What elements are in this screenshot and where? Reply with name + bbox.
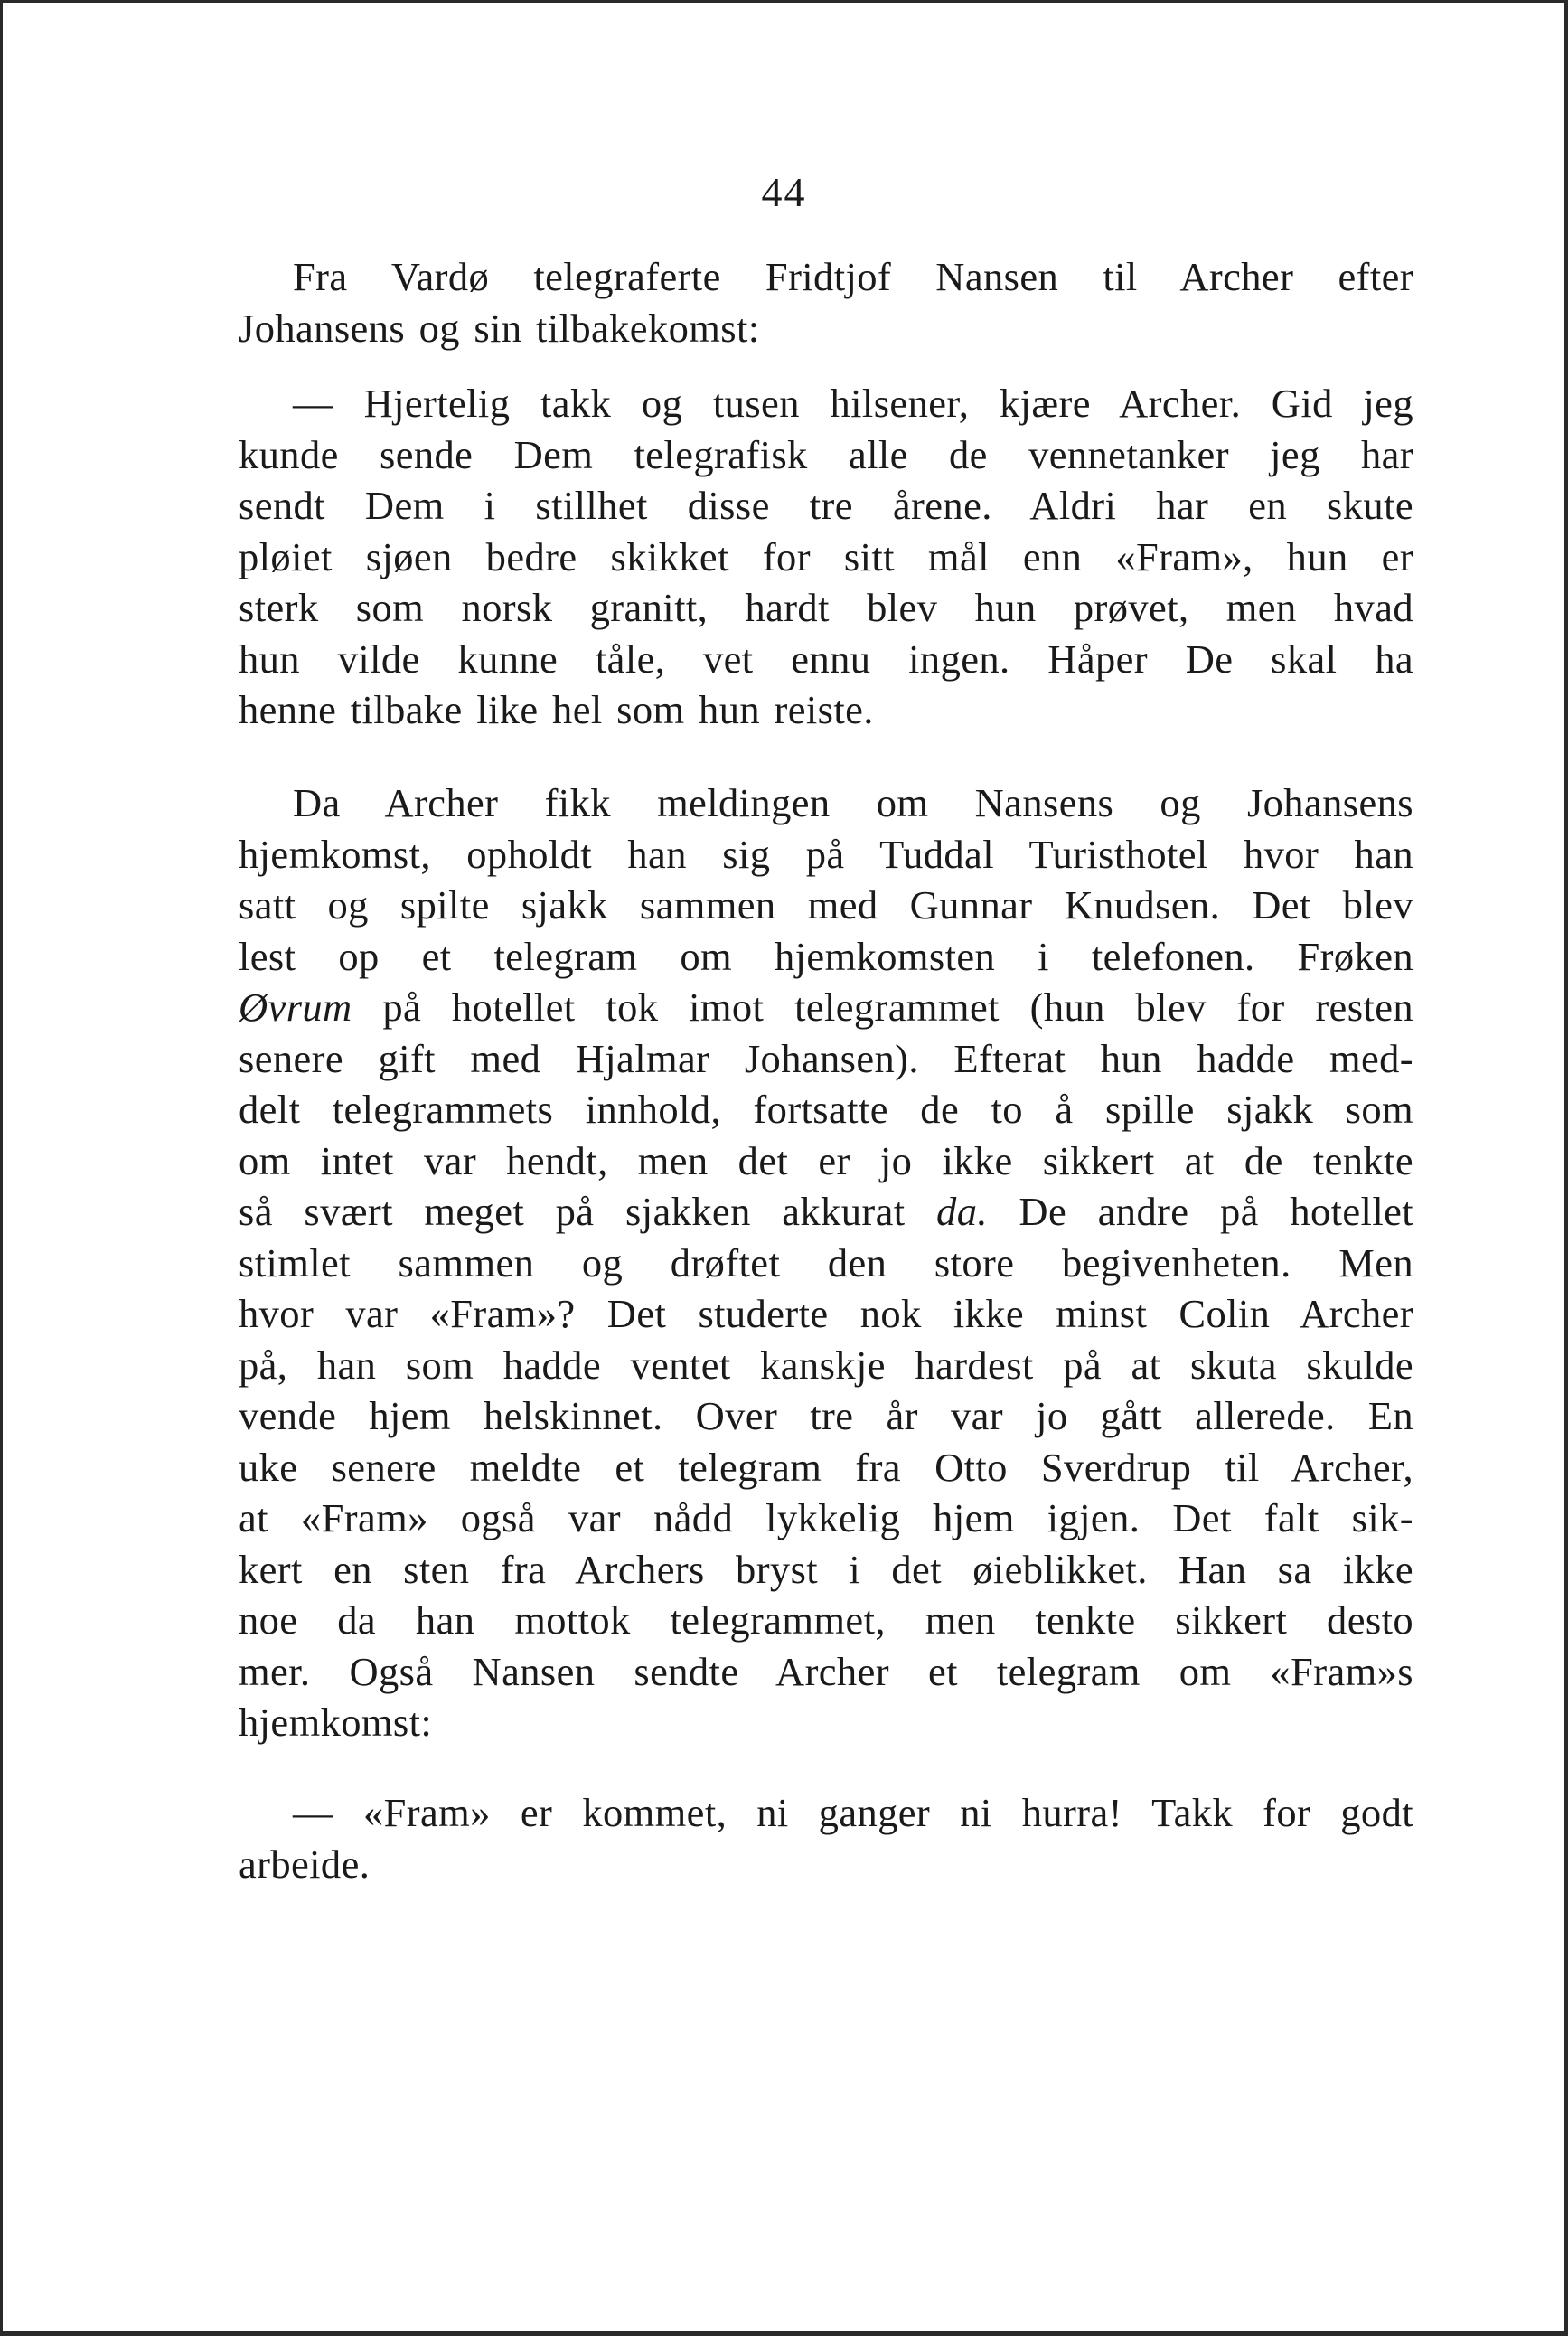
text-line: stimlet sammen og drøftet den store begivenheten. Men	[239, 1239, 1413, 1286]
text-line: delt telegrammets innhold, fortsatte de to å spille sjakk som	[239, 1087, 1413, 1132]
text-line: at «Fram» også var nådd lykkelig hjem igjen. Det falt sik-	[239, 1495, 1413, 1540]
italic-word: da.	[936, 1189, 988, 1234]
text-line: pløiet sjøen bedre skikket for sitt mål enn «Fram», hun er	[239, 533, 1413, 579]
text-line: uke senere meldte et telegram fra Otto Sverdrup til Archer,	[239, 1444, 1413, 1490]
text-line	[239, 982, 1413, 1033]
text-line: lest op et telegram om hjemkomsten i telefonen. Frøken	[239, 933, 1413, 979]
text-line: hun vilde kunne tåle, vet ennu ingen. Håper De skal ha	[239, 636, 1413, 682]
text-line: Fra Vardø telegraferte Fridtjof Nansen til Archer efter	[293, 254, 1413, 299]
text-line: senere gift med Hjalmar Johansen). Efterat hun hadde med-	[239, 1035, 1413, 1081]
text-line: på, han som hadde ventet kanskje hardest på at skuta skulde	[239, 1342, 1413, 1388]
text-line: Johansens og sin tilbakekomst:	[239, 305, 760, 351]
italic-name: Øvrum	[239, 984, 352, 1030]
text-line: satt og spilte sjakk sammen med Gunnar Knudsen. Det blev	[239, 882, 1413, 928]
text-line: om intet var hendt, men det er jo ikke sikkert at de tenkte	[239, 1137, 1413, 1183]
text-line: Da Archer fikk meldingen om Nansens og Johansens	[293, 780, 1413, 825]
text-fragment: De andre på hotellet	[987, 1189, 1413, 1234]
text-line: henne tilbake like hel som hun reiste.	[239, 687, 874, 732]
page-number: 44	[761, 169, 807, 215]
paragraph	[239, 1787, 1413, 1889]
paragraph	[239, 378, 1413, 736]
paragraph	[239, 777, 1413, 1748]
text-line: hjemkomst:	[239, 1700, 433, 1745]
text-fragment: så svært meget på sjakken akkurat	[239, 1189, 937, 1234]
text-line: hvor var «Fram»? Det studerte nok ikke minst Colin Archer	[239, 1291, 1413, 1336]
text-line: vende hjem helskinnet. Over tre år var jo gått allerede. En	[239, 1393, 1413, 1438]
text-line: sterk som norsk granitt, hardt blev hun prøvet, men hvad	[239, 585, 1413, 630]
text-line: sendt Dem i stillhet disse tre årene. Aldri har en skute	[239, 483, 1413, 528]
text-line: — Hjertelig takk og tusen hilsener, kjære Archer. Gid jeg	[293, 381, 1413, 426]
paragraph	[239, 251, 1413, 353]
text-line	[239, 1186, 1413, 1238]
text-line: mer. Også Nansen sendte Archer et telegram om «Fram»s	[239, 1648, 1413, 1694]
text-line: arbeide.	[239, 1841, 371, 1887]
text-line: kert en sten fra Archers bryst i det øieblikket. Han sa ikke	[239, 1546, 1413, 1592]
text-line: noe da han mottok telegrammet, men tenkte sikkert desto	[239, 1597, 1413, 1643]
text-line: hjemkomst, opholdt han sig på Tuddal Turisthotel hvor han	[239, 831, 1413, 877]
text-line: — «Fram» er kommet, ni ganger ni hurra! Takk for godt	[293, 1790, 1413, 1835]
text-fragment: på hotellet tok imot telegrammet (hun blev for resten	[352, 984, 1413, 1030]
text-line: kunde sende Dem telegrafisk alle de vennetanker jeg har	[239, 431, 1413, 477]
